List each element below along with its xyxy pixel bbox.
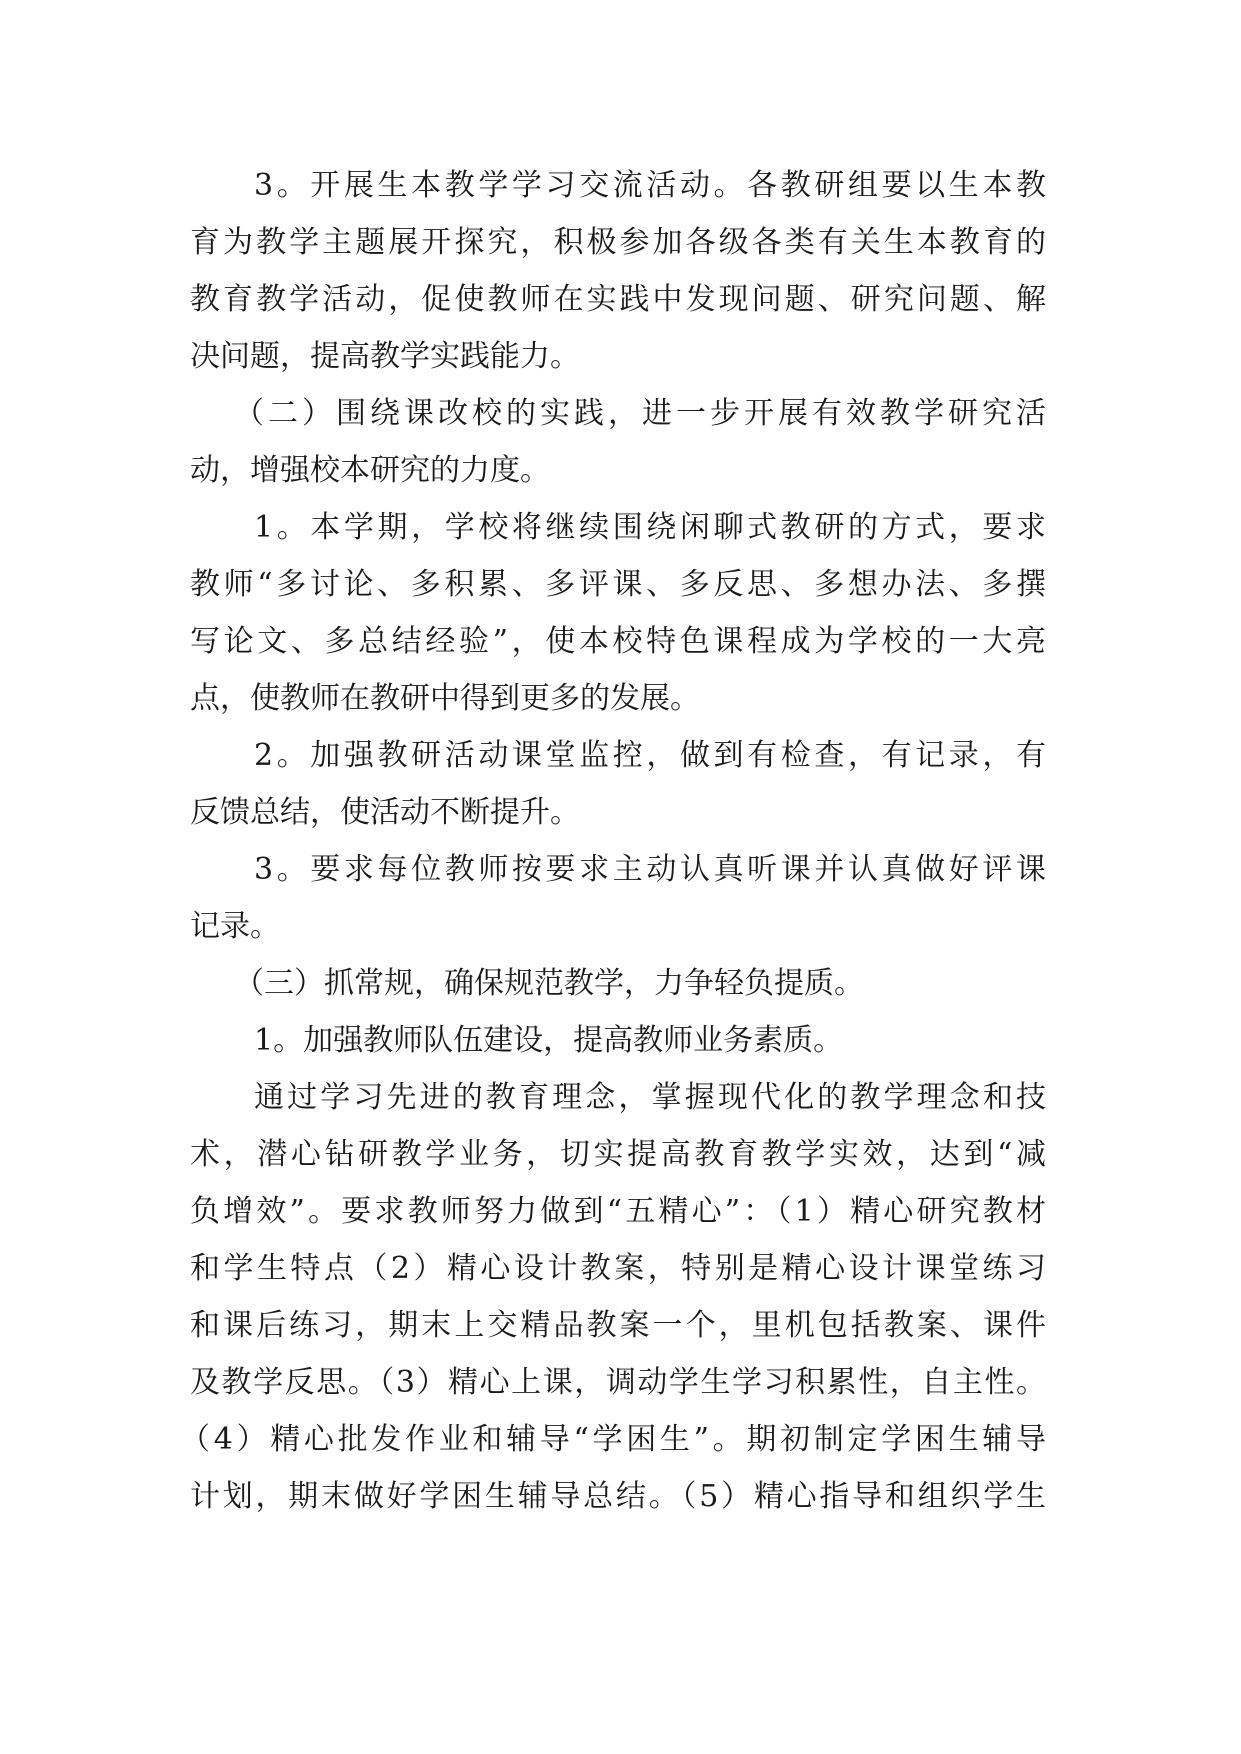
paragraph-line: 通过学习先进的教育理念，掌握现代化的教学理念和技 bbox=[254, 1080, 1046, 1115]
paragraph-line: 计划，期末做好学困生辅导总结。（5）精心指导和组织学生 bbox=[190, 1479, 1046, 1514]
paragraph-line: 教师“多讨论、多积累、多评课、多反思、多想办法、多撰 bbox=[190, 567, 1046, 602]
paragraph-line: （4）精心批发作业和辅导“学困生”。期初制定学困生辅导 bbox=[180, 1422, 1046, 1457]
paragraph-line: 负增效”。要求教师努力做到“五精心”：（1）精心研究教材 bbox=[190, 1194, 1046, 1229]
paragraph-line: 教育教学活动，促使教师在实践中发现问题、研究问题、解 bbox=[190, 282, 1046, 317]
paragraph-line: 写论文、多总结经验”，使本校特色课程成为学校的一大亮 bbox=[190, 624, 1046, 659]
paragraph-line: 及教学反思。（3）精心上课，调动学生学习积累性，自主性。 bbox=[190, 1365, 1046, 1400]
paragraph-line: 3。要求每位教师按要求主动认真听课并认真做好评课 bbox=[254, 852, 1046, 887]
paragraph-line: 1。本学期，学校将继续围绕闲聊式教研的方式，要求 bbox=[254, 510, 1046, 545]
paragraph-line: 3。开展生本教学学习交流活动。各教研组要以生本教 bbox=[254, 168, 1046, 203]
paragraph-line: 和学生特点（2）精心设计教案，特别是精心设计课堂练习 bbox=[190, 1251, 1046, 1286]
section-heading-line: （三）抓常规，确保规范教学，力争轻负提质。 bbox=[234, 966, 864, 1001]
paragraph-line: 术，潜心钻研教学业务，切实提高教育教学实效，达到“减 bbox=[190, 1137, 1046, 1172]
paragraph-line: 决问题，提高教学实践能力。 bbox=[190, 339, 580, 374]
paragraph-line: 1。加强教师队伍建设，提高教师业务素质。 bbox=[254, 1023, 844, 1058]
paragraph-line: 育为教学主题展开探究，积极参加各级各类有关生本教育的 bbox=[190, 225, 1046, 260]
paragraph-line: 和课后练习，期末上交精品教案一个，里机包括教案、课件 bbox=[190, 1308, 1046, 1343]
paragraph-line: 2。加强教研活动课堂监控，做到有检查，有记录，有 bbox=[254, 738, 1046, 773]
paragraph-line: 点，使教师在教研中得到更多的发展。 bbox=[190, 681, 700, 716]
section-heading-line: 动，增强校本研究的力度。 bbox=[190, 453, 550, 488]
section-heading-line: （二）围绕课改校的实践，进一步开展有效教学研究活 bbox=[234, 396, 1046, 431]
paragraph-line: 记录。 bbox=[190, 909, 280, 944]
paragraph-line: 反馈总结，使活动不断提升。 bbox=[190, 795, 580, 830]
